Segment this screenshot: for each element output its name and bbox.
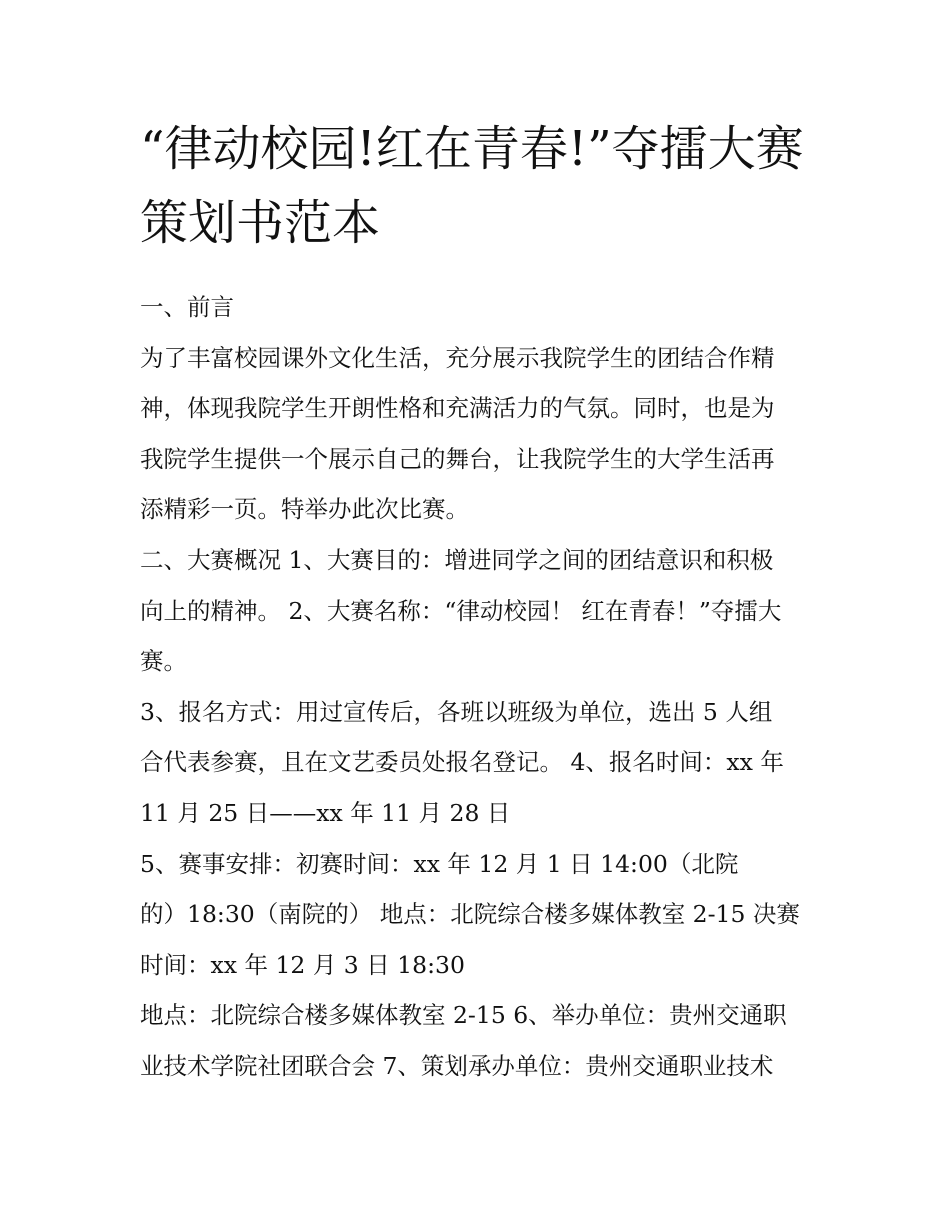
section-heading-preface: 一、前言 [140, 293, 234, 321]
paragraph-line: 为了丰富校园课外文化生活，充分展示我院学生的团结合作精 [140, 343, 775, 372]
title-line-2: 策划书范本 [140, 195, 381, 251]
paragraph-line: 3、报名方式：用过宣传后，各班以班级为单位，选出 5 人组 [140, 697, 773, 726]
paragraph-line: 赛。 [140, 647, 187, 676]
paragraph-line: 我院学生提供一个展示自己的舞台，让我院学生的大学生活再 [140, 444, 775, 473]
paragraph-line: 业技术学院社团联合会 7、策划承办单位：贵州交通职业技术 [140, 1051, 774, 1080]
document-body [140, 282, 820, 1092]
paragraph-line: 时间：xx 年 12 月 3 日 18:30 [140, 950, 465, 979]
paragraph-line: 5、赛事安排：初赛时间：xx 年 12 月 1 日 14:00（北院 [140, 849, 739, 878]
paragraph-line: 的）18:30（南院的） 地点：北院综合楼多媒体教室 2-15 决赛 [140, 900, 800, 929]
paragraph-line: 添精彩一页。特举办此次比赛。 [140, 495, 469, 524]
document-title [140, 112, 820, 260]
paragraph-line: 地点：北院综合楼多媒体教室 2-15 6、举办单位：贵州交通职 [140, 1001, 787, 1030]
paragraph-line: 二、大赛概况 1、大赛目的：增进同学之间的团结意识和积极 [140, 545, 774, 574]
paragraph-line: 合代表参赛，且在文艺委员处报名登记。 4、报名时间：xx 年 [140, 748, 784, 777]
paragraph-line: 向上的精神。 2、大赛名称：“律动校园！ 红在青春！”夺擂大 [140, 596, 782, 625]
paragraph-line: 神，体现我院学生开朗性格和充满活力的气氛。同时，也是为 [140, 394, 775, 423]
title-line-1: “律动校园!红在青春!”夺擂大赛 [140, 121, 804, 177]
paragraph-line: 11 月 25 日——xx 年 11 月 28 日 [140, 798, 511, 827]
